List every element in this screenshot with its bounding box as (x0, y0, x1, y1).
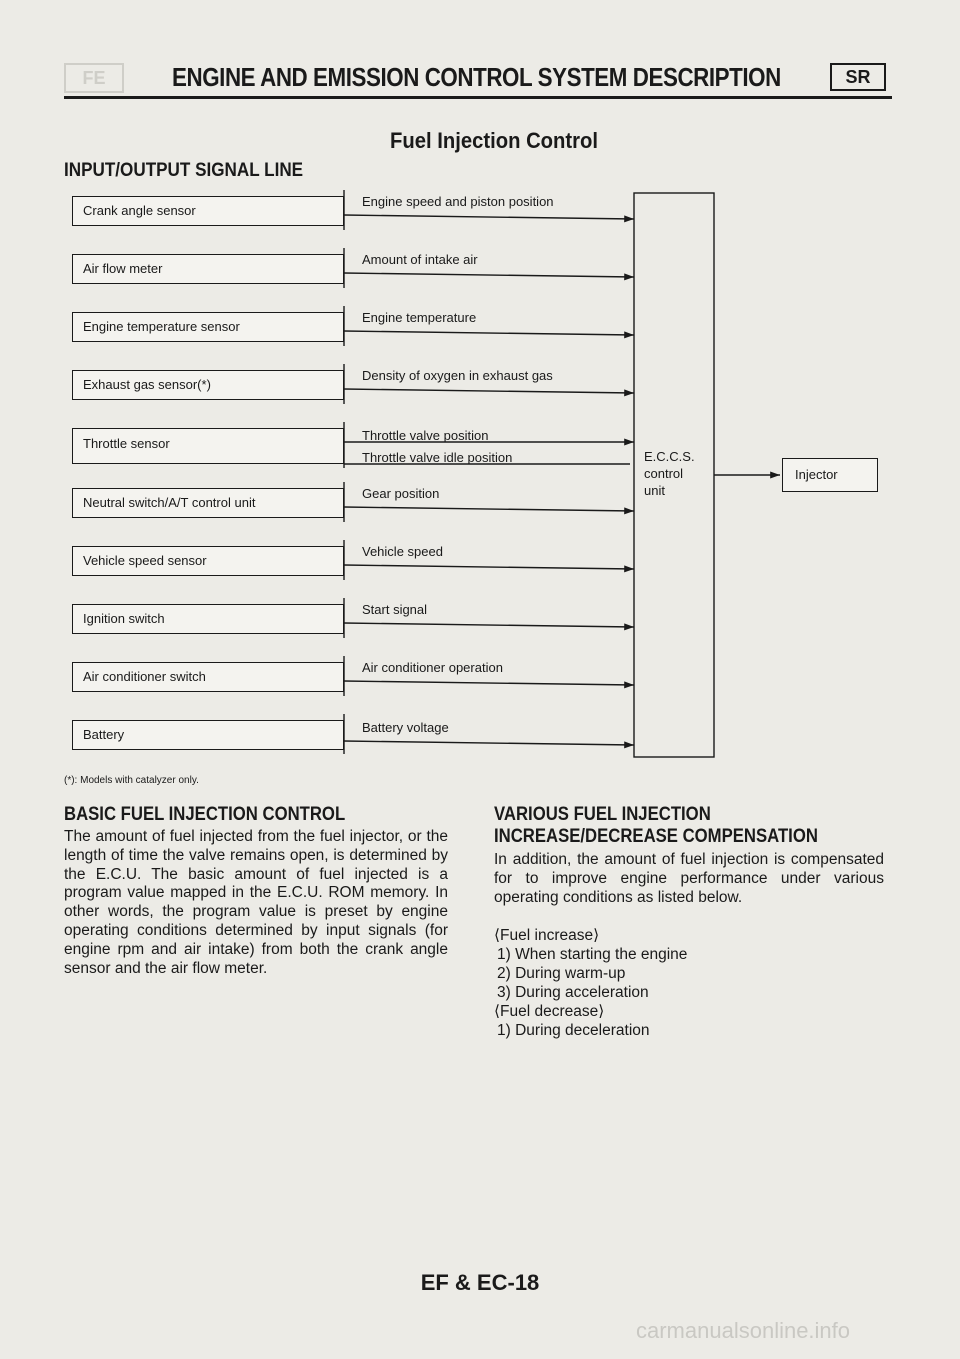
signal-label-battery-voltage: Battery voltage (362, 720, 449, 735)
signal-arrow (344, 565, 634, 569)
ecu-label-line1: E.C.C.S. (644, 449, 695, 464)
signal-arrow (344, 681, 634, 685)
sensor-box-battery: Battery (72, 720, 344, 750)
fuel-increase-item-3: 3) During acceleration (497, 984, 649, 1001)
sensor-box-air-flow-meter: Air flow meter (72, 254, 344, 284)
signal-label-oxygen-density: Density of oxygen in exhaust gas (362, 368, 553, 383)
signal-arrow (344, 331, 634, 335)
footnote: (*): Models with catalyzer only. (64, 775, 199, 786)
various-compensation-intro: In addition, the amount of fuel injection is compensated for to improve engine performance under various operating conditions as listed below. (494, 851, 884, 906)
signal-arrow (344, 741, 634, 745)
signal-arrow (344, 507, 634, 511)
page-title: Fuel Injection Control (390, 128, 599, 153)
header-right-badge: SR (830, 63, 886, 91)
signal-arrow (344, 623, 634, 627)
signal-arrow (344, 389, 634, 393)
sensor-box-throttle: Throttle sensor (72, 428, 344, 464)
sensor-box-engine-temperature: Engine temperature sensor (72, 312, 344, 342)
ecu-label (644, 448, 695, 499)
header-left-badge: FE (64, 63, 124, 93)
signal-label-throttle-position: Throttle valve position (362, 428, 489, 443)
various-compensation-heading-2: INCREASE/DECREASE COMPENSATION (494, 826, 818, 847)
signal-label-engine-temperature: Engine temperature (362, 310, 477, 325)
signal-label-engine-speed: Engine speed and piston position (362, 194, 554, 209)
sensor-box-vehicle-speed: Vehicle speed sensor (72, 546, 344, 576)
signal-label-start-signal: Start signal (362, 602, 428, 617)
basic-control-body: The amount of fuel injected from the fuel injector, or the length of time the valve remains open, is determined by the E.C.U. The basic amount of fuel injected is a program value mapped in the E.C.U. ROM memory. In other words, the program value is preset by engine operating conditions determined by input signals (for engine rpm and air intake) from both the crank angle sensor and the air flow meter. (64, 828, 448, 977)
fuel-increase-item-2: 2) During warm-up (497, 965, 626, 982)
ecu-label-line2: control (644, 466, 684, 481)
page-number: EF & EC-18 (420, 1270, 540, 1295)
sensor-box-neutral-switch: Neutral switch/A/T control unit (72, 488, 344, 518)
injector-box: Injector (782, 458, 878, 492)
fuel-decrease-heading: ⟨Fuel decrease⟩ (494, 1003, 605, 1020)
basic-control-heading: BASIC FUEL INJECTION CONTROL (64, 804, 346, 825)
watermark: carmanualsonline.info (636, 1318, 851, 1343)
section-title: INPUT/OUTPUT SIGNAL LINE (64, 160, 304, 181)
signal-arrow (344, 215, 634, 219)
ecu-label-line3: unit (644, 483, 665, 498)
signal-label-vehicle-speed: Vehicle speed (362, 544, 443, 559)
header-title: ENGINE AND EMISSION CONTROL SYSTEM DESCRIPTION (172, 62, 781, 92)
signal-label-gear-position: Gear position (362, 486, 440, 501)
sensor-box-exhaust-gas: Exhaust gas sensor(*) (72, 370, 344, 400)
signal-label-intake-air: Amount of intake air (362, 252, 478, 267)
sensor-box-ignition-switch: Ignition switch (72, 604, 344, 634)
signal-label-ac-operation: Air conditioner operation (362, 660, 503, 675)
fuel-decrease-item-1: 1) During deceleration (497, 1022, 650, 1039)
signal-arrow (344, 273, 634, 277)
sensor-box-air-conditioner: Air conditioner switch (72, 662, 344, 692)
sensor-box-crank-angle: Crank angle sensor (72, 196, 344, 226)
fuel-increase-item-1: 1) When starting the engine (497, 946, 688, 963)
signal-label-throttle-idle: Throttle valve idle position (362, 450, 513, 465)
fuel-increase-heading: ⟨Fuel increase⟩ (494, 927, 600, 944)
various-compensation-heading-1: VARIOUS FUEL INJECTION (494, 804, 711, 825)
